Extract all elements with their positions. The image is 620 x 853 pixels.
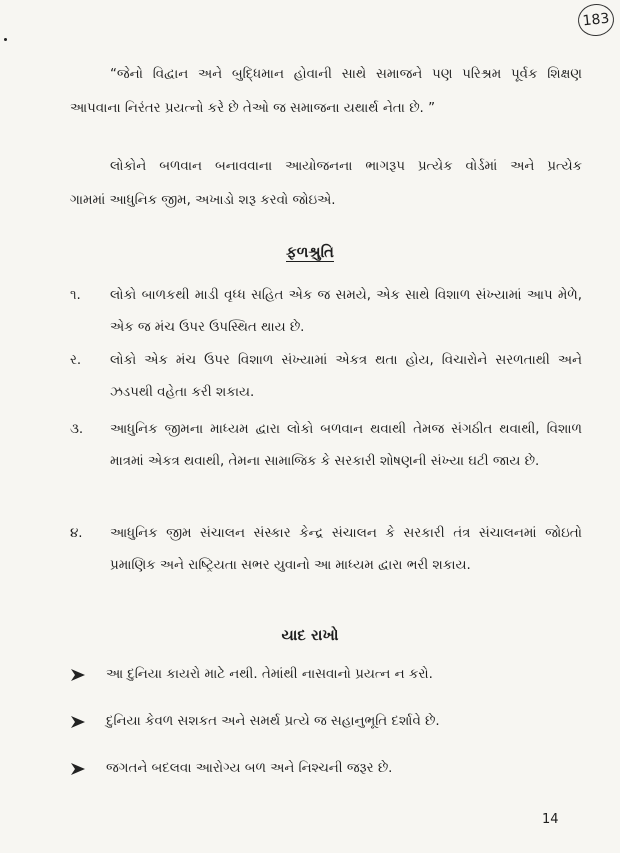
section-heading-results: ફળશ્રુતિ [286,243,334,261]
arrow-bullet-icon [70,714,86,730]
item-text: આધુનિક જીમના માધ્યમ દ્વારા લોકો બળવાન થવાથી તેમજ સંગઠીત થવાથી, વિશાળ માત્રમાં એકત્ર થવાથી, તેમના સામાજિક કે સરકારી શોષણની સંખ્યા ઘટી જાય છે. [110,422,582,469]
quote-paragraph [70,58,582,126]
list-item [70,345,582,409]
body-paragraph [70,150,582,218]
bullet-text: જગતને બદલવા આરોગ્ય બળ અને નિશ્ચની જરૂર છે. [106,761,393,776]
bullet-item [70,756,582,782]
handwritten-page-mark: 183 [576,2,615,38]
paragraph-line: ગામમાં આધુનિક જીમ, અખાડો શરૂ કરવો જોઇએ. [70,193,336,208]
list-item [70,414,582,478]
paragraph-line: લોકોને બળવાન બનાવવાના આયોજનના ભાગરૂપ પ્રત્યેક વોર્ડમાં અને પ્રત્યેક [110,159,582,174]
item-number: ર. [70,353,82,368]
item-number: ૪. [70,526,83,541]
bullet-text: આ દુનિયા કાયરો માટે નથી. તેમાંથી નાસવાનો પ્રયત્ન ન કરો. [106,667,433,682]
list-item [70,518,582,582]
margin-dot [4,38,7,41]
page-number: 14 [542,812,559,827]
item-text: લોકો બાળકથી માડી વૃધ્ધ સહિત એક જ સમયે, એક સાથે વિશાળ સંખ્યામાં આપ મેળે, એક જ મંચ ઉપર ઉપસ્થિત થાય છે. [110,288,582,335]
bullet-item [70,709,582,735]
item-number: ૧. [70,288,81,303]
quote-line: આપવાના નિરંતર પ્રયત્નો કરે છે તેઓ જ સમાજના યથાર્થ નેતા છે. ” [70,101,436,116]
quote-line: “જેનો વિદ્વાન અને બુદ્ધિમાન હોવાની સાથે સમાજને પણ પરિશ્રમ પૂર્વક શિક્ષણ [110,67,582,82]
arrow-bullet-icon [70,761,86,777]
list-item [70,280,582,344]
item-text: લોકો એક મંચ ઉપર વિશાળ સંખ્યામાં એકત્ર થતા હોય, વિચારોને સરળતાથી અને ઝડપથી વહેતા કરી શકાય. [110,353,582,400]
item-number: ૩. [70,422,84,437]
bullet-text: દુનિયા કેવળ સશકત અને સમર્થ પ્રત્યે જ સહાનુભૂતિ દર્શાવે છે. [106,714,440,729]
item-text: આધુનિક જીમ સંચાલન સંસ્કાર કેન્દ્ર સંચાલન કે સરકારી તંત્ર સંચાલનમાં જોઇતો પ્રમાણિક અને રાષ્ટ્રિયતા સભર યુવાનો આ માધ્યમ દ્વારા ભરી શકાય. [110,526,582,573]
section-heading-remember: યાદ રાખો [281,626,339,644]
bullet-item [70,662,582,688]
arrow-bullet-icon [70,667,86,683]
